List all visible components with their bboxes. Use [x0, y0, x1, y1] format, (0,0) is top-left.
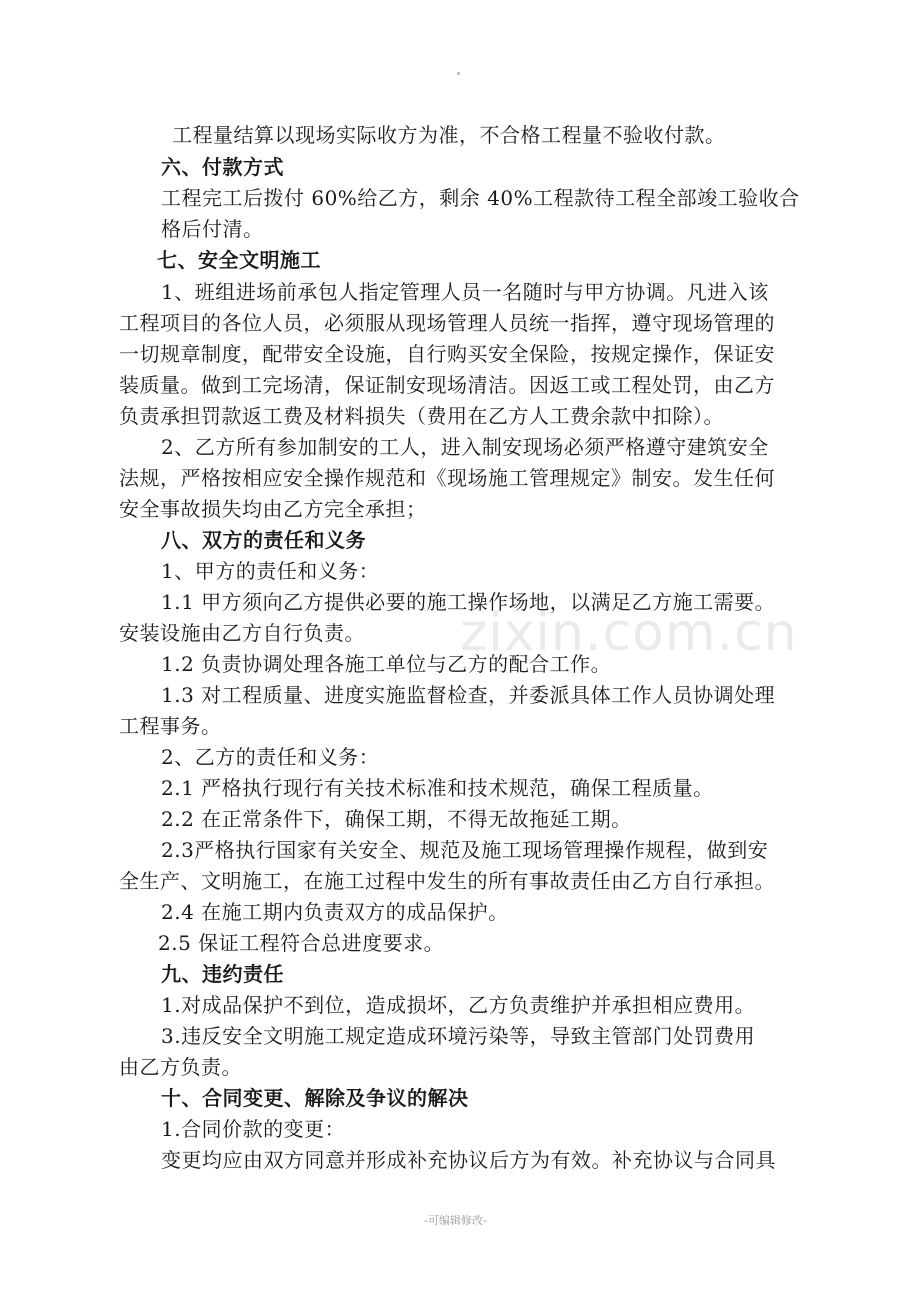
paragraph-line: 1、班组进场前承包人指定管理人员一名随时与甲方协调。凡进入该 — [161, 280, 769, 304]
paragraph-line: 由乙方负责。 — [119, 1055, 242, 1079]
section-heading: 九、违约责任 — [161, 962, 284, 986]
paragraph-line: 2.3严格执行国家有关安全、规范及施工现场管理操作规程，做到安 — [161, 838, 769, 862]
paragraph-line: 2、乙方的责任和义务： — [161, 745, 380, 769]
section-heading: 十、合同变更、解除及争议的解决 — [161, 1086, 469, 1110]
paragraph-line: 工程完工后拨付 60%给乙方，剩余 40%工程款待工程全部竣工验收合 — [161, 186, 800, 210]
paragraph-line: 工程事务。 — [119, 714, 222, 738]
paragraph-line: 工程量结算以现场实际收方为准，不合格工程量不验收付款。 — [172, 123, 726, 147]
paragraph-line: 法规，严格按相应安全操作规范和《现场施工管理规定》制安。发生任何 — [119, 466, 775, 490]
paragraph-line: 变更均应由双方同意并形成补充协议后方为有效。补充协议与合同具 — [161, 1148, 776, 1172]
paragraph-line: 安全事故损失均由乙方完全承担； — [119, 497, 427, 521]
paragraph-line: 工程项目的各位人员，必须服从现场管理人员统一指挥，遵守现场管理的 — [119, 311, 775, 335]
paragraph-line: 2、乙方所有参加制安的工人，进入制安现场必须严格遵守建筑安全 — [161, 435, 769, 459]
paragraph-line: 1.2 负责协调处理各施工单位与乙方的配合工作。 — [161, 652, 612, 676]
paragraph-line: 负责承担罚款返工费及材料损失（费用在乙方人工费余款中扣除）。 — [119, 404, 724, 428]
top-dot — [457, 72, 460, 75]
watermark: zixin.com.cn — [460, 603, 798, 663]
paragraph-line: 2.4 在施工期内负责双方的成品保护。 — [161, 900, 509, 924]
paragraph-line: 格后付清。 — [161, 217, 264, 241]
paragraph-line: 1、甲方的责任和义务： — [161, 559, 380, 583]
paragraph-line: 1.合同价款的变更： — [161, 1117, 346, 1141]
paragraph-line: 装质量。做到工完场清，保证制安现场清洁。因返工或工程处罚，由乙方 — [119, 373, 775, 397]
paragraph-line: 3.违反安全文明施工规定造成环境污染等，导致主管部门处罚费用 — [161, 1024, 756, 1048]
section-heading: 七、安全文明施工 — [157, 248, 321, 272]
paragraph-line: 安装设施由乙方自行负责。 — [119, 621, 365, 645]
paragraph-line: 1.3 对工程质量、进度实施监督检查，并委派具体工作人员协调处理 — [161, 683, 776, 707]
section-heading: 六、付款方式 — [161, 155, 284, 179]
paragraph-line: 1.1 甲方须向乙方提供必要的施工操作场地，以满足乙方施工需要。 — [161, 590, 776, 614]
paragraph-line: 2.1 严格执行现行有关技术标准和技术规范，确保工程质量。 — [161, 776, 714, 800]
paragraph-line: 1.对成品保护不到位，造成损坏，乙方负责维护并承担相应费用。 — [161, 993, 756, 1017]
paragraph-line: 全生产、文明施工，在施工过程中发生的所有事故责任由乙方自行承担。 — [119, 869, 775, 893]
paragraph-line: 一切规章制度，配带安全设施，自行购买安全保险，按规定操作，保证安 — [119, 342, 775, 366]
section-heading: 八、双方的责任和义务 — [161, 528, 366, 552]
paragraph-line: 2.2 在正常条件下，确保工期，不得无故拖延工期。 — [161, 807, 632, 831]
page-footer: -可编辑修改- — [424, 1214, 487, 1227]
paragraph-line: 2.5 保证工程符合总进度要求。 — [158, 931, 445, 955]
